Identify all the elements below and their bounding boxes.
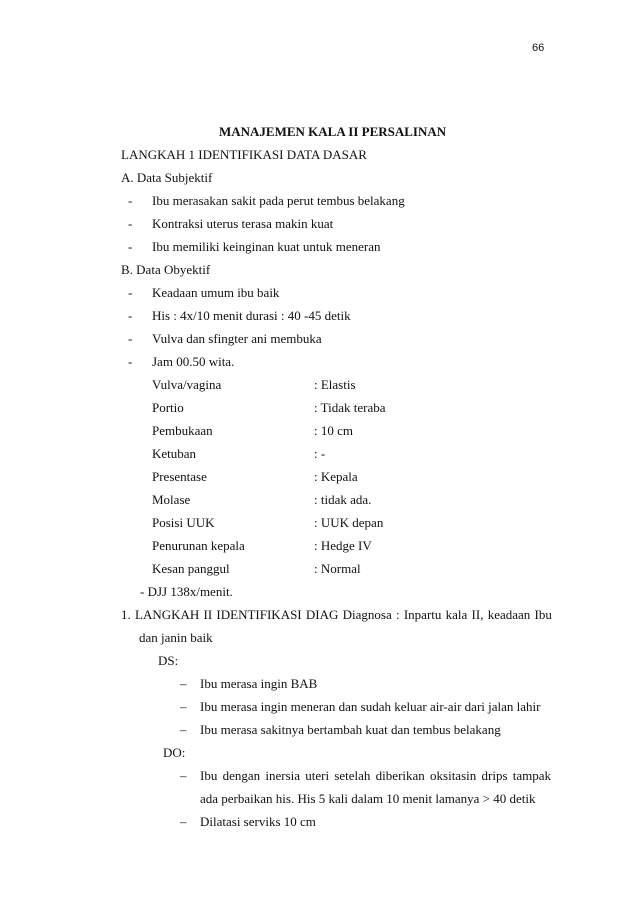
- page-title: MANAJEMEN KALA II PERSALINAN: [219, 124, 447, 139]
- ds-label: DS:: [158, 653, 179, 668]
- do-label: DO:: [163, 745, 186, 760]
- djj-line: - DJJ 138x/menit.: [140, 584, 233, 599]
- step-1-heading: LANGKAH 1 IDENTIFIKASI DATA DASAR: [121, 147, 367, 162]
- objective-heading: B. Data Obyektif: [121, 262, 211, 277]
- step-2-heading: 1. LANGKAH II IDENTIFIKASI DIAG Diagnosa : Inpartu kala II, keadaan Ibu: [121, 607, 552, 622]
- subjective-heading: A. Data Subjektif: [121, 170, 213, 185]
- step-2-heading-cont: dan janin baik: [139, 630, 213, 645]
- page-number: 66: [532, 42, 545, 54]
